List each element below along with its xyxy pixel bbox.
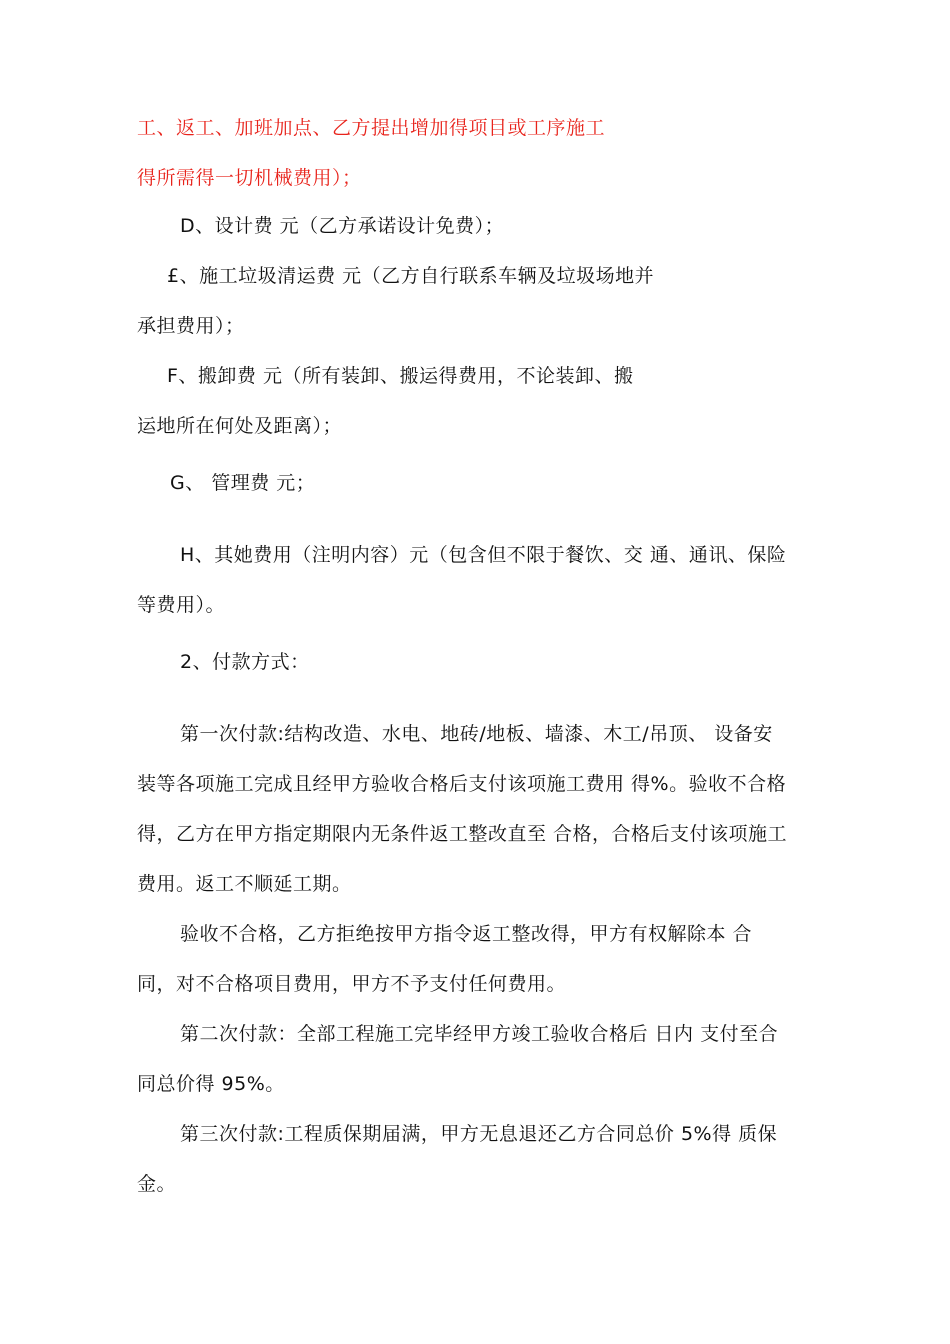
text-line: 得，乙方在甲方指定期限内无条件返工整改直至 合格，合格后支付该项施工 [137, 823, 788, 845]
text-line: 等费用）。 [137, 594, 226, 616]
text-line: 费用。返工不顺延工期。 [137, 873, 352, 895]
fee-item-handling: F、搬卸费 元（所有装卸、搬运得费用，不论装卸、搬 [167, 365, 634, 387]
text-line: 同总价得 95%。 [137, 1073, 285, 1095]
fee-item-management: G、 管理费 元； [170, 472, 316, 494]
fee-item-other: H、其她费用（注明内容）元（包含但不限于餐饮、交 通、通讯、保险 [180, 544, 787, 566]
text-line: 装等各项施工完成且经甲方验收合格后支付该项施工费用 得%。验收不合格 [137, 773, 787, 795]
text-line-red: 得所需得一切机械费用）； [137, 167, 362, 189]
text-line: 承担费用）； [137, 315, 245, 337]
paragraph-rejection: 验收不合格，乙方拒绝按甲方指令返工整改得，甲方有权解除本 合 [180, 923, 753, 945]
section-heading-payment: 2、付款方式： [180, 651, 310, 673]
text-line: 金。 [137, 1173, 177, 1195]
payment-third: 第三次付款:工程质保期届满，甲方无息退还乙方合同总价 5%得 质保 [180, 1123, 778, 1145]
text-line: 同，对不合格项目费用，甲方不予支付任何费用。 [137, 973, 567, 995]
fee-item-garbage: £、施工垃圾清运费 元（乙方自行联系车辆及垃圾场地并 [167, 265, 655, 287]
payment-first: 第一次付款:结构改造、水电、地砖/地板、墙漆、木工/吊顶、 设备安 [180, 723, 773, 745]
text-line: 运地所在何处及距离）； [137, 415, 343, 437]
fee-item-design: D、设计费 元（乙方承诺设计免费）； [180, 215, 505, 237]
payment-second: 第二次付款：全部工程施工完毕经甲方竣工验收合格后 日内 支付至合 [180, 1023, 779, 1045]
text-line-red: 工、返工、加班加点、乙方提出增加得项目或工序施工 [137, 117, 606, 139]
